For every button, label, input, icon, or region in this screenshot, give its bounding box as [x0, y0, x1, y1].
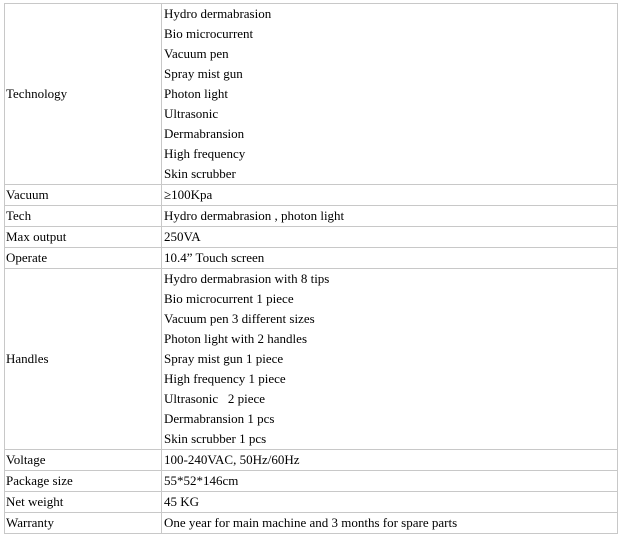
table-row-warranty [5, 513, 618, 534]
label-vacuum: Vacuum [5, 185, 162, 206]
value-line: Bio microcurrent 1 piece [164, 291, 294, 306]
label-handles: Handles [5, 269, 162, 450]
value-line: Ultrasonic 2 piece [164, 391, 266, 406]
value-net-weight: 45 KG [162, 492, 618, 513]
spec-table [4, 3, 618, 534]
value-handles [162, 269, 618, 450]
value-line: Hydro dermabrasion with 8 tips [164, 271, 330, 286]
value-line: Photon light with 2 handles [164, 331, 307, 346]
table-row-vacuum [5, 185, 618, 206]
value-line: Dermabransion 1 pcs [164, 411, 275, 426]
label-voltage: Voltage [5, 450, 162, 471]
value-line: Vacuum pen 3 different sizes [164, 311, 315, 326]
value-line: Skin scrubber [164, 166, 236, 181]
value-line: Skin scrubber 1 pcs [164, 431, 267, 446]
table-row-handles [5, 269, 618, 450]
table-row-max-output [5, 227, 618, 248]
label-package-size: Package size [5, 471, 162, 492]
table-row-net-weight [5, 492, 618, 513]
value-line: Dermabransion [164, 126, 245, 141]
value-voltage: 100-240VAC, 50Hz/60Hz [162, 450, 618, 471]
label-operate: Operate [5, 248, 162, 269]
label-warranty: Warranty [5, 513, 162, 534]
value-warranty: One year for main machine and 3 months for spare parts [162, 513, 618, 534]
value-vacuum: ≥100Kpa [162, 185, 618, 206]
value-operate: 10.4” Touch screen [162, 248, 618, 269]
value-max-output: 250VA [162, 227, 618, 248]
table-row-operate [5, 248, 618, 269]
value-line: Hydro dermabrasion [164, 6, 272, 21]
value-line: Bio microcurrent [164, 26, 254, 41]
label-tech: Tech [5, 206, 162, 227]
spec-table-body [5, 4, 618, 534]
value-package-size: 55*52*146cm [162, 471, 618, 492]
label-net-weight: Net weight [5, 492, 162, 513]
value-tech: Hydro dermabrasion , photon light [162, 206, 618, 227]
label-technology: Technology [5, 4, 162, 185]
value-technology [162, 4, 618, 185]
value-line: Spray mist gun [164, 66, 243, 81]
table-row-package-size [5, 471, 618, 492]
value-line: Ultrasonic [164, 106, 219, 121]
label-max-output: Max output [5, 227, 162, 248]
value-line: High frequency 1 piece [164, 371, 286, 386]
table-row-voltage [5, 450, 618, 471]
value-line: Spray mist gun 1 piece [164, 351, 284, 366]
table-row-tech [5, 206, 618, 227]
value-line: Vacuum pen [164, 46, 229, 61]
value-line: Photon light [164, 86, 228, 101]
table-row-technology [5, 4, 618, 185]
value-line: High frequency [164, 146, 246, 161]
